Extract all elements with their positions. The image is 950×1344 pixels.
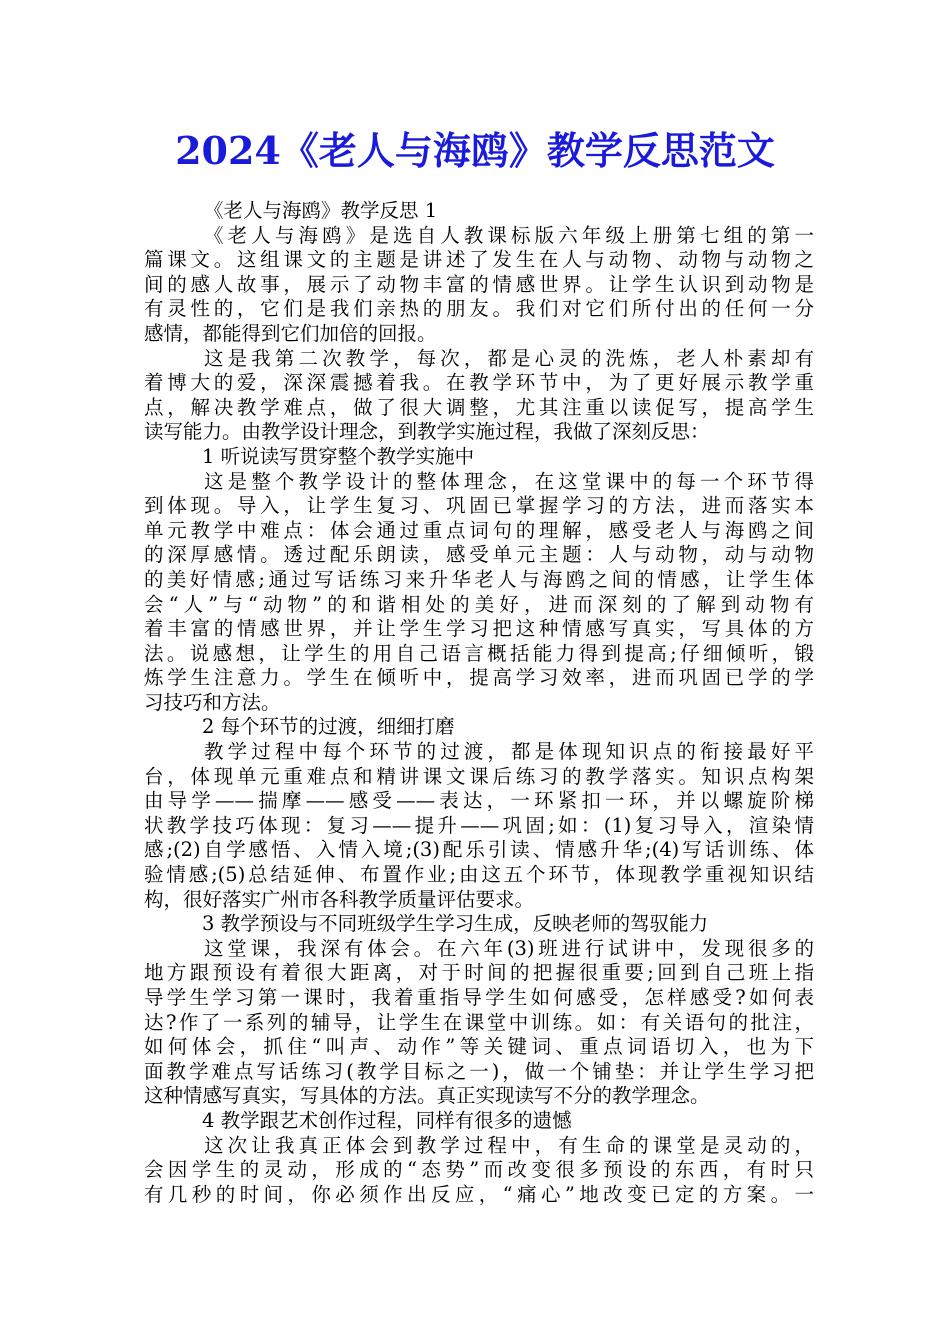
text-line: 导学生学习第一课时，我着重指导学生如何感受，怎样感受?如何表 (144, 986, 814, 1009)
text-line: 教学过程中每个环节的过渡，都是体现知识点的衔接最好平 (204, 740, 814, 764)
text-line: 1 听说读写贯穿整个教学实施中 (202, 444, 475, 468)
text-line: 《老人与海鸥》是选自人教课标版六年级上册第七组的第一 (204, 223, 814, 247)
text-line: 构，很好落实广州市各科教学质量评估要求。 (144, 887, 535, 911)
text-line: 《老人与海鸥》教学反思 1 (204, 199, 438, 222)
text-line: 4 教学跟艺术创作过程，同样有很多的遗憾 (202, 1108, 572, 1132)
text-line: 这是整个教学设计的整体理念，在这堂课中的每一个环节得 (204, 469, 814, 493)
text-line: 有几秒的时间，你必须作出反应，“痛心”地改变已定的方案。一 (144, 1182, 814, 1206)
text-line: 3 教学预设与不同班级学生学习生成，反映老师的驾驭能力 (202, 912, 709, 936)
text-line: 炼学生注意力。学生在倾听中，提高学习效率，进而巩固已学的学 (144, 666, 814, 690)
text-line: 间的感人故事，展示了动物丰富的情感世界。让学生认识到动物是 (144, 272, 814, 296)
text-line: 这种情感写真实，写具体的方法。真正实现读写不分的教学理念。 (144, 1084, 710, 1108)
text-line: 2 每个环节的过渡，细细打磨 (202, 715, 455, 739)
text-line: 着丰富的情感世界，并让学生学习把这种情感写真实，写具体的方 (144, 617, 814, 641)
text-line: 如何体会，抓住“叫声、动作”等关键词、重点词语切入，也为下 (144, 1035, 814, 1059)
text-line: 达?作了一系列的辅导，让学生在课堂中训练。如：有关语句的批注， (144, 1010, 814, 1034)
text-line: 会“人”与“动物”的和谐相处的美好，进而深刻的了解到动物有 (144, 592, 814, 616)
text-line: 法。说感想，让学生的用自己语言概括能力得到提高;仔细倾听，锻 (144, 641, 814, 665)
text-line: 这是我第二次教学，每次，都是心灵的洗炼，老人朴素却有 (204, 346, 814, 370)
document-body (144, 199, 814, 1207)
text-line: 会因学生的灵动，形成的“态势”而改变很多预设的东西，有时只 (144, 1158, 814, 1182)
text-line: 的深厚感情。透过配乐朗读，感受单元主题：人与动物，动与动物 (144, 543, 814, 567)
text-line: 读写能力。由教学设计理念，到教学实施过程，我做了深刻反思： (144, 420, 710, 444)
text-line: 习技巧和方法。 (144, 690, 281, 714)
text-line: 台，体现单元重难点和精讲课文课后练习的教学落实。知识点构架 (144, 764, 814, 788)
text-line: 验情感;(5)总结延伸、布置作业;由这五个环节，体现教学重视知识结 (144, 863, 814, 887)
text-line: 地方跟预设有着很大距离，对于时间的把握很重要;回到自己班上指 (144, 961, 814, 985)
text-line: 面教学难点写话练习(教学目标之一)，做一个铺垫：并让学生学习把 (144, 1059, 814, 1083)
document-title: 2024《老人与海鸥》教学反思范文 (175, 128, 775, 173)
text-line: 状教学技巧体现：复习——提升——巩固;如：(1)复习导入，渲染情 (144, 813, 814, 837)
text-line: 篇课文。这组课文的主题是讲述了发生在人与动物、动物与动物之 (144, 248, 814, 272)
text-line: 的美好情感;通过写话练习来升华老人与海鸥之间的情感，让学生体 (144, 567, 814, 591)
text-line: 着博大的爱，深深震撼着我。在教学环节中，为了更好展示教学重 (144, 371, 814, 395)
text-line: 这次让我真正体会到教学过程中，有生命的课堂是灵动的， (204, 1133, 814, 1157)
text-line: 感情，都能得到它们加倍的回报。 (144, 321, 437, 345)
text-line: 由导学——揣摩——感受——表达，一环紧扣一环，并以螺旋阶梯 (144, 789, 814, 813)
text-line: 点，解决教学难点，做了很大调整，尤其注重以读促写，提高学生 (144, 395, 814, 419)
text-line: 感;(2)自学感悟、入情入境;(3)配乐引读、情感升华;(4)写话训练、体 (144, 838, 814, 862)
text-line: 单元教学中难点：体会通过重点词句的理解，感受老人与海鸥之间 (144, 518, 814, 542)
text-line: 到体现。导入，让学生复习、巩固已掌握学习的方法，进而落实本 (144, 494, 814, 518)
text-line: 这堂课，我深有体会。在六年(3)班进行试讲中，发现很多的 (204, 936, 814, 960)
text-line: 有灵性的，它们是我们亲热的朋友。我们对它们所付出的任何一分 (144, 297, 814, 321)
